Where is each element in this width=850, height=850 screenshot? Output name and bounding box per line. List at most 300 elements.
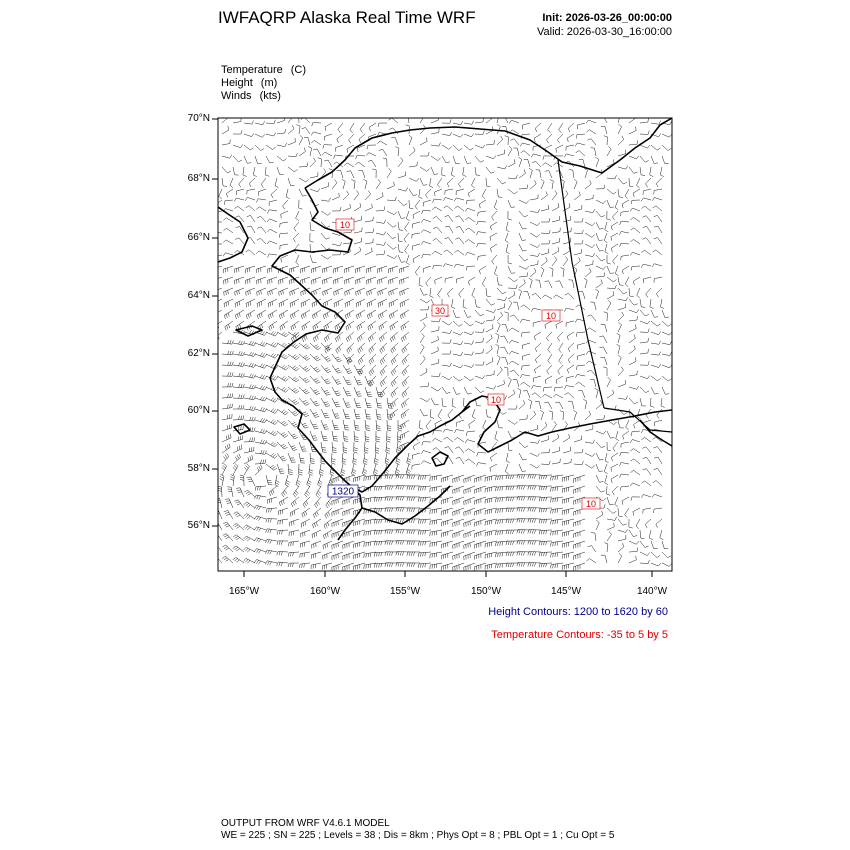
wind-barb: [257, 238, 266, 244]
wind-barb: [587, 139, 596, 145]
wind-barb: [506, 222, 509, 232]
wind-barb: [559, 354, 563, 364]
wind-barb: [431, 167, 438, 174]
wind-barb: [541, 436, 549, 442]
wind-barb: [243, 547, 255, 552]
wind-barb: [224, 200, 233, 205]
wind-barb: [568, 343, 574, 352]
wind-barb: [605, 453, 608, 463]
wind-barb: [485, 563, 497, 570]
wind-barb: [551, 508, 563, 514]
wind-barb: [376, 250, 385, 255]
wind-barb: [367, 277, 376, 284]
wind-barb: [477, 453, 486, 457]
wind-barb: [508, 255, 512, 264]
wind-barb: [453, 475, 464, 483]
wind-barb: [637, 409, 640, 419]
wind-barb: [486, 167, 495, 173]
wind-barb: [574, 486, 585, 494]
wind-barb: [321, 343, 331, 350]
wind-barb: [422, 210, 431, 214]
wind-barb: [266, 342, 278, 347]
wind-barb: [332, 242, 342, 246]
wind-barb: [454, 430, 464, 434]
lon-label-160: 160°W: [309, 586, 341, 597]
wind-barb: [365, 217, 373, 222]
wind-barb: [235, 266, 245, 273]
wind-barb: [265, 550, 277, 555]
wind-barb: [486, 386, 496, 389]
wind-barb: [508, 442, 512, 451]
wind-barb: [596, 280, 602, 289]
wind-barb: [299, 398, 309, 405]
wind-barb: [475, 156, 484, 162]
wind-barb: [390, 398, 398, 408]
wind-barb: [485, 530, 497, 537]
wind-barb: [604, 233, 607, 243]
wind-barb: [492, 255, 497, 264]
wind-barb: [233, 395, 244, 399]
wind-barb: [541, 257, 547, 266]
wind-barb: [299, 178, 309, 182]
wind-barb: [661, 299, 665, 309]
wind-barb: [279, 310, 288, 319]
wind-barb: [522, 343, 530, 349]
wind-barb: [566, 145, 574, 151]
wind-barb: [522, 123, 530, 129]
wind-barb: [431, 116, 438, 123]
wind-barb: [353, 530, 365, 537]
wind-barb: [605, 244, 608, 254]
wind-barb: [321, 442, 326, 452]
wind-barb: [354, 442, 358, 453]
wind-barb: [501, 357, 508, 365]
wind-barb: [364, 519, 376, 525]
wind-barb: [618, 535, 626, 541]
wind-barb: [358, 170, 365, 178]
page-title: IWFAQRP Alaska Real Time WRF: [218, 8, 476, 27]
wind-barb: [347, 343, 354, 353]
wind-barb: [445, 226, 453, 233]
wind-barb: [565, 293, 574, 299]
wind-barb: [490, 233, 497, 241]
wind-barb: [640, 299, 645, 307]
wind-barb: [312, 530, 321, 538]
wind-barb: [618, 529, 628, 532]
wind-barb: [585, 195, 593, 200]
wind-barb: [539, 508, 552, 512]
wind-barb: [643, 277, 651, 283]
wind-barb: [334, 299, 343, 307]
wind-barb: [227, 487, 233, 497]
wind-barb: [310, 409, 319, 418]
wind-barb: [324, 134, 332, 141]
wind-barb: [574, 192, 580, 201]
wind-barb: [551, 541, 563, 547]
wind-barb: [519, 453, 527, 460]
wind-barb: [629, 309, 639, 312]
wind-barb: [289, 530, 299, 536]
temp-label-5: 10: [585, 499, 597, 509]
wind-barb: [246, 310, 255, 319]
wind-barb: [430, 530, 442, 536]
wind-barb: [368, 332, 376, 342]
wind-barb: [643, 457, 651, 464]
height-contour-label: [328, 485, 358, 498]
wind-barb: [312, 123, 321, 127]
wind-barb: [372, 169, 376, 178]
wind-barb: [662, 552, 671, 558]
wind-barb: [256, 199, 266, 203]
wind-barb: [365, 431, 369, 442]
wind-barb: [445, 277, 453, 283]
wind-barb: [431, 128, 439, 134]
wind-barb: [321, 233, 330, 239]
wind-barb: [522, 354, 530, 360]
borders: [558, 160, 672, 432]
wind-barb: [654, 238, 662, 245]
wind-barb: [565, 393, 574, 398]
wind-barb: [343, 508, 354, 516]
wind-barb: [363, 453, 367, 465]
wind-barb: [432, 207, 442, 211]
wind-barb: [234, 198, 244, 202]
wind-barb: [257, 277, 266, 284]
wind-barb: [629, 167, 638, 173]
wind-barb: [354, 203, 361, 211]
wind-barb: [367, 288, 376, 296]
wind-barb: [244, 464, 249, 475]
wind-barb: [642, 238, 651, 244]
wind-barb: [433, 227, 442, 233]
wind-barb: [295, 114, 299, 123]
wind-barb: [266, 120, 275, 124]
wind-barb: [296, 255, 299, 265]
wind-barb: [622, 497, 629, 505]
wind-barb: [412, 453, 420, 459]
wind-barb: [312, 277, 321, 284]
wind-barb: [519, 255, 528, 261]
wind-barb: [311, 563, 321, 569]
wind-barb: [548, 343, 552, 353]
wind-barb: [640, 156, 649, 162]
wind-barb: [390, 332, 398, 342]
wind-barb: [464, 552, 475, 560]
wind-barb: [222, 434, 231, 442]
wind-barb: [224, 310, 233, 319]
wind-barb: [607, 285, 616, 289]
wind-barb: [653, 206, 662, 211]
wind-barb: [653, 481, 662, 486]
wind-barb: [629, 325, 636, 333]
wind-barb: [508, 266, 515, 273]
wind-barb: [497, 312, 503, 321]
wind-barb: [378, 123, 387, 127]
wind-barb: [266, 529, 277, 533]
wind-barb: [358, 343, 365, 353]
wind-barb: [398, 172, 406, 178]
wind-barb: [233, 463, 238, 475]
wind-barb: [444, 437, 454, 442]
wind-barb: [283, 200, 288, 209]
wind-barb: [585, 180, 591, 189]
wind-barb: [254, 505, 266, 510]
wind-barb: [486, 324, 493, 332]
wind-barb: [267, 219, 277, 222]
wind-barb: [332, 409, 340, 418]
wind-barb: [475, 145, 485, 148]
wind-barb: [651, 156, 658, 163]
wind-barb: [279, 299, 288, 307]
wind-barb: [442, 119, 451, 123]
wind-barb: [662, 563, 672, 566]
variable-winds: [221, 90, 281, 102]
wind-barb: [310, 420, 319, 429]
wind-barb: [585, 222, 595, 226]
wind-barb: [354, 398, 361, 408]
wind-barb: [398, 244, 403, 252]
wind-barb: [342, 179, 345, 189]
wind-barb: [490, 222, 497, 230]
wind-barb: [445, 447, 454, 453]
wind-barb: [485, 497, 497, 504]
wind-barb: [494, 200, 497, 210]
wind-barb: [438, 288, 442, 298]
wind-barb: [541, 179, 544, 189]
wind-barb: [442, 156, 450, 163]
wind-barb: [464, 387, 472, 394]
wind-barb: [654, 457, 662, 464]
wind-barb: [331, 453, 335, 464]
wind-barb: [574, 179, 577, 189]
wind-barb: [629, 140, 638, 145]
wind-barb: [625, 277, 629, 287]
wind-barb: [485, 519, 497, 526]
wind-barb: [596, 200, 606, 204]
wind-barb: [354, 376, 362, 385]
wind-barb: [459, 288, 464, 297]
wind-barb: [222, 453, 229, 464]
wind-barb: [364, 530, 376, 536]
wind-barb: [222, 140, 230, 146]
wind-barb: [356, 288, 365, 296]
wind-barb: [601, 324, 607, 332]
wind-barb: [277, 167, 284, 175]
wind-barb: [269, 321, 277, 331]
wind-barb: [323, 552, 332, 560]
wind-barb: [216, 498, 222, 508]
wind-barb: [299, 135, 303, 145]
wind-barb: [531, 308, 541, 312]
wind-barb: [640, 361, 649, 365]
wind-barb: [244, 156, 251, 163]
wind-barb: [431, 373, 440, 377]
wind-barb: [312, 266, 322, 273]
variable-unit: (kts): [259, 90, 281, 102]
wind-barb: [541, 267, 544, 277]
wind-barb: [435, 277, 442, 284]
wind-barb: [586, 328, 596, 332]
wind-barb: [508, 420, 518, 424]
wind-barb: [509, 351, 519, 354]
wind-barb: [464, 475, 475, 483]
wind-barb: [343, 365, 352, 374]
wind-barb: [551, 530, 563, 536]
wind-barb: [479, 200, 486, 208]
wind-barb: [641, 198, 651, 201]
wind-barb: [266, 397, 278, 402]
temp-label-2: 30: [434, 306, 446, 316]
wind-barb: [376, 179, 381, 189]
wind-barb: [431, 398, 439, 405]
wind-barb: [611, 222, 618, 230]
footer-config: WE = 225 ; SN = 225 ; Levels = 38 ; Dis = 8km ; Phys Opt = 8 ; PBL Opt = 1 ; Cu Opt = 5: [221, 830, 615, 841]
wind-barb: [651, 364, 661, 367]
wind-barb: [599, 336, 607, 343]
wind-barb: [650, 167, 654, 177]
wind-barb: [343, 354, 352, 362]
wind-barb: [519, 157, 522, 167]
wind-barb: [433, 216, 442, 222]
wind-barb: [530, 440, 540, 444]
wind-barb: [490, 464, 497, 472]
wind-barb: [508, 146, 512, 156]
wind-barb: [652, 494, 662, 497]
wind-barb: [332, 442, 337, 453]
wind-barb: [244, 437, 255, 442]
wind-barb: [380, 365, 387, 376]
wind-barb: [585, 464, 595, 468]
wind-barb: [342, 453, 346, 464]
wind-barb: [398, 158, 403, 168]
wind-barb: [534, 134, 541, 142]
wind-barb: [223, 534, 233, 541]
wind-barb: [255, 418, 267, 423]
wind-barb: [442, 541, 454, 548]
wind-barb: [265, 539, 277, 543]
wind-barb: [442, 339, 451, 343]
wind-barb: [365, 204, 372, 211]
wind-barb: [477, 243, 486, 247]
wind-barb: [397, 431, 401, 442]
wind-barb: [495, 552, 508, 557]
nunivak-island: [234, 424, 250, 434]
wind-barb: [549, 411, 553, 420]
wind-barb: [617, 333, 620, 343]
wind-barb: [618, 553, 622, 563]
wind-barb: [521, 305, 530, 310]
wind-barb: [629, 335, 635, 344]
wind-barb: [365, 239, 373, 244]
wind-barb: [630, 208, 640, 211]
wind-barb: [607, 291, 614, 299]
wind-barb: [389, 277, 398, 284]
wind-barb: [563, 459, 571, 464]
wind-barb: [275, 178, 279, 188]
wind-barb: [356, 299, 365, 307]
wind-barb: [607, 377, 611, 387]
wind-barb: [345, 299, 354, 307]
wind-barb: [607, 497, 614, 505]
wind-barb: [430, 563, 442, 569]
wind-barb: [586, 361, 596, 365]
wind-barb: [222, 178, 227, 186]
lon-label-155: 155°W: [389, 586, 421, 597]
wind-barb: [654, 189, 662, 195]
wind-barb: [244, 341, 256, 346]
wind-barb: [662, 156, 669, 164]
wind-barb: [513, 302, 519, 310]
wind-barb: [407, 552, 420, 556]
wind-barb: [365, 228, 374, 233]
lat-label-68: 68°N: [187, 173, 210, 184]
wind-barb: [279, 277, 288, 284]
wind-barb: [566, 376, 574, 382]
wind-barb: [618, 166, 628, 170]
wind-barb: [577, 123, 585, 129]
wind-barb: [508, 175, 517, 179]
wind-barb: [520, 375, 530, 379]
wind-barb: [464, 134, 474, 137]
wind-barb: [346, 321, 354, 331]
variable-name: Temperature: [221, 64, 283, 76]
wind-barb: [323, 530, 332, 539]
wind-barb: [255, 364, 267, 369]
wind-barb: [233, 415, 244, 420]
wind-barb: [244, 385, 256, 389]
wind-barb: [625, 508, 629, 518]
temp-contour-south: [425, 400, 672, 548]
wind-barb: [445, 189, 453, 195]
wind-barb: [223, 228, 233, 233]
wind-barb: [585, 253, 595, 257]
wind-barb: [311, 552, 321, 559]
wind-barb: [623, 431, 630, 439]
wind-barb: [530, 411, 536, 420]
wind-barb: [510, 315, 519, 321]
wind-barb: [255, 450, 267, 454]
lat-label-56: 56°N: [187, 520, 210, 531]
wind-barb: [418, 475, 431, 480]
wind-barb: [387, 168, 391, 178]
wind-barb: [420, 368, 427, 376]
wind-barb: [418, 486, 431, 491]
wind-barb: [541, 449, 550, 453]
wind-barb: [536, 170, 541, 178]
wind-barb: [418, 563, 431, 568]
wind-barb: [364, 442, 368, 453]
wind-barb: [255, 134, 265, 137]
wind-barb: [213, 288, 222, 296]
wind-barb: [567, 365, 574, 373]
wind-barb: [508, 189, 518, 194]
wind-barb: [337, 170, 343, 178]
wind-barb: [465, 217, 475, 222]
wind-barb: [244, 374, 256, 379]
wind-barb: [310, 398, 320, 406]
wind-barb: [519, 442, 528, 448]
wind-barb: [332, 541, 343, 549]
wind-barb: [530, 464, 540, 468]
wind-barb: [556, 281, 563, 288]
wind-barb: [662, 376, 671, 381]
wind-barb: [277, 530, 288, 535]
wind-barb: [369, 376, 376, 387]
wind-barb: [545, 321, 552, 329]
wind-barb: [600, 116, 608, 123]
wind-barb: [508, 211, 512, 220]
wind-barb: [443, 429, 453, 432]
